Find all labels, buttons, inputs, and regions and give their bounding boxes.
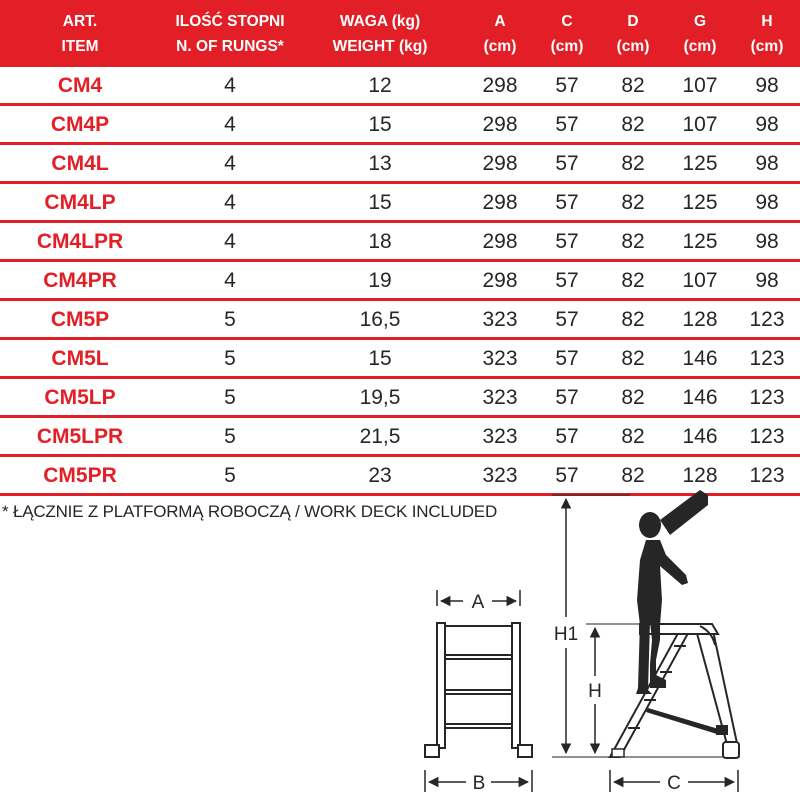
cell-item: CM4P <box>50 113 110 136</box>
cell-item: CM5LP <box>44 386 116 409</box>
cell-c: 57 <box>555 425 579 448</box>
cell-g: 125 <box>682 230 718 253</box>
footnote: * ŁĄCZNIE Z PLATFORMĄ ROBOCZĄ / WORK DECK INCLUDED <box>2 502 498 521</box>
cell-c: 57 <box>555 464 579 487</box>
dimension-c-label: C <box>667 773 681 794</box>
dimension-a-label: A <box>471 592 485 613</box>
cell-rungs: 4 <box>224 191 236 214</box>
cell-item: CM5PR <box>43 464 117 487</box>
cell-g: 146 <box>682 386 718 409</box>
header-rungs-line1: ILOŚĆ STOPNI <box>175 12 285 30</box>
cell-a: 298 <box>482 230 518 253</box>
header-c-line1: C <box>561 12 573 30</box>
cell-weight: 19,5 <box>359 386 401 409</box>
header-item-line2: ITEM <box>61 37 99 55</box>
cell-rungs: 5 <box>224 464 236 487</box>
ladder-side-view <box>610 624 739 758</box>
cell-d: 82 <box>621 425 645 448</box>
cell-rungs: 4 <box>224 113 236 136</box>
cell-a: 298 <box>482 152 518 175</box>
cell-g: 146 <box>682 425 718 448</box>
cell-h: 123 <box>749 308 785 331</box>
cell-c: 57 <box>555 113 579 136</box>
cell-g: 128 <box>682 464 718 487</box>
dimension-b-label: B <box>472 773 486 794</box>
cell-item: CM4LP <box>44 191 116 214</box>
cell-rungs: 5 <box>224 347 236 370</box>
cell-g: 128 <box>682 308 718 331</box>
cell-h: 98 <box>755 152 779 175</box>
cell-c: 57 <box>555 386 579 409</box>
header-g-line2: (cm) <box>683 37 717 55</box>
cell-h: 98 <box>755 230 779 253</box>
cell-item: CM4 <box>57 74 103 97</box>
cell-item: CM5P <box>50 308 110 331</box>
cell-a: 298 <box>482 74 518 97</box>
cell-d: 82 <box>621 464 645 487</box>
cell-g: 107 <box>682 113 718 136</box>
cell-rungs: 5 <box>224 425 236 448</box>
cell-d: 82 <box>621 386 645 409</box>
cell-rungs: 4 <box>224 74 236 97</box>
cell-rungs: 4 <box>224 230 236 253</box>
cell-weight: 21,5 <box>359 425 401 448</box>
cell-rungs: 5 <box>224 386 236 409</box>
cell-weight: 12 <box>368 74 392 97</box>
cell-rungs: 5 <box>224 308 236 331</box>
cell-c: 57 <box>555 230 579 253</box>
cell-c: 57 <box>555 152 579 175</box>
cell-item: CM4PR <box>43 269 117 292</box>
cell-weight: 15 <box>368 113 392 136</box>
cell-d: 82 <box>621 152 645 175</box>
header-g-line1: G <box>693 12 707 30</box>
cell-item: CM5LPR <box>36 425 124 448</box>
cell-h: 123 <box>749 464 785 487</box>
cell-c: 57 <box>555 74 579 97</box>
cell-rungs: 4 <box>224 152 236 175</box>
cell-g: 107 <box>682 74 718 97</box>
dimension-b <box>425 770 532 794</box>
header-h-line2: (cm) <box>750 37 784 55</box>
cell-a: 323 <box>482 308 518 331</box>
header-c-line2: (cm) <box>550 37 584 55</box>
cell-a: 298 <box>482 113 518 136</box>
cell-c: 57 <box>555 191 579 214</box>
header-h-line1: H <box>761 12 773 30</box>
cell-d: 82 <box>621 191 645 214</box>
cell-item: CM5L <box>51 347 109 370</box>
cell-h: 123 <box>749 425 785 448</box>
cell-g: 125 <box>682 152 718 175</box>
dimension-a <box>437 590 520 613</box>
cell-weight: 15 <box>368 191 392 214</box>
cell-d: 82 <box>621 113 645 136</box>
cell-d: 82 <box>621 269 645 292</box>
cell-item: CM4L <box>51 152 109 175</box>
header-a-line1: A <box>494 12 506 30</box>
ladder-front-view <box>425 623 532 757</box>
cell-weight: 13 <box>368 152 392 175</box>
header-d-line1: D <box>627 12 639 30</box>
dimension-h1-label: H1 <box>553 624 579 645</box>
header-rungs-line2: N. OF RUNGS* <box>176 37 284 55</box>
cell-h: 98 <box>755 269 779 292</box>
cell-c: 57 <box>555 347 579 370</box>
cell-a: 298 <box>482 269 518 292</box>
dimension-c <box>610 770 738 794</box>
cell-weight: 19 <box>368 269 392 292</box>
header-d-line2: (cm) <box>616 37 650 55</box>
header-weight-line1: WAGA (kg) <box>339 12 421 30</box>
cell-rungs: 4 <box>224 269 236 292</box>
cell-h: 98 <box>755 74 779 97</box>
header-item-line1: ART. <box>62 12 98 30</box>
cell-h: 123 <box>749 347 785 370</box>
cell-h: 98 <box>755 113 779 136</box>
cell-g: 125 <box>682 191 718 214</box>
cell-a: 323 <box>482 347 518 370</box>
cell-g: 107 <box>682 269 718 292</box>
cell-item: CM4LPR <box>36 230 124 253</box>
dimension-h-label: H <box>588 681 602 702</box>
cell-h: 98 <box>755 191 779 214</box>
cell-a: 298 <box>482 191 518 214</box>
cell-c: 57 <box>555 308 579 331</box>
cell-weight: 23 <box>368 464 392 487</box>
cell-weight: 15 <box>368 347 392 370</box>
cell-g: 146 <box>682 347 718 370</box>
header-weight-line2: WEIGHT (kg) <box>332 37 428 55</box>
cell-c: 57 <box>555 269 579 292</box>
cell-a: 323 <box>482 464 518 487</box>
cell-a: 323 <box>482 425 518 448</box>
cell-weight: 18 <box>368 230 392 253</box>
cell-d: 82 <box>621 308 645 331</box>
cell-d: 82 <box>621 230 645 253</box>
header-a-line2: (cm) <box>483 37 517 55</box>
cell-a: 323 <box>482 386 518 409</box>
cell-weight: 16,5 <box>359 308 401 331</box>
cell-d: 82 <box>621 74 645 97</box>
cell-h: 123 <box>749 386 785 409</box>
cell-d: 82 <box>621 347 645 370</box>
